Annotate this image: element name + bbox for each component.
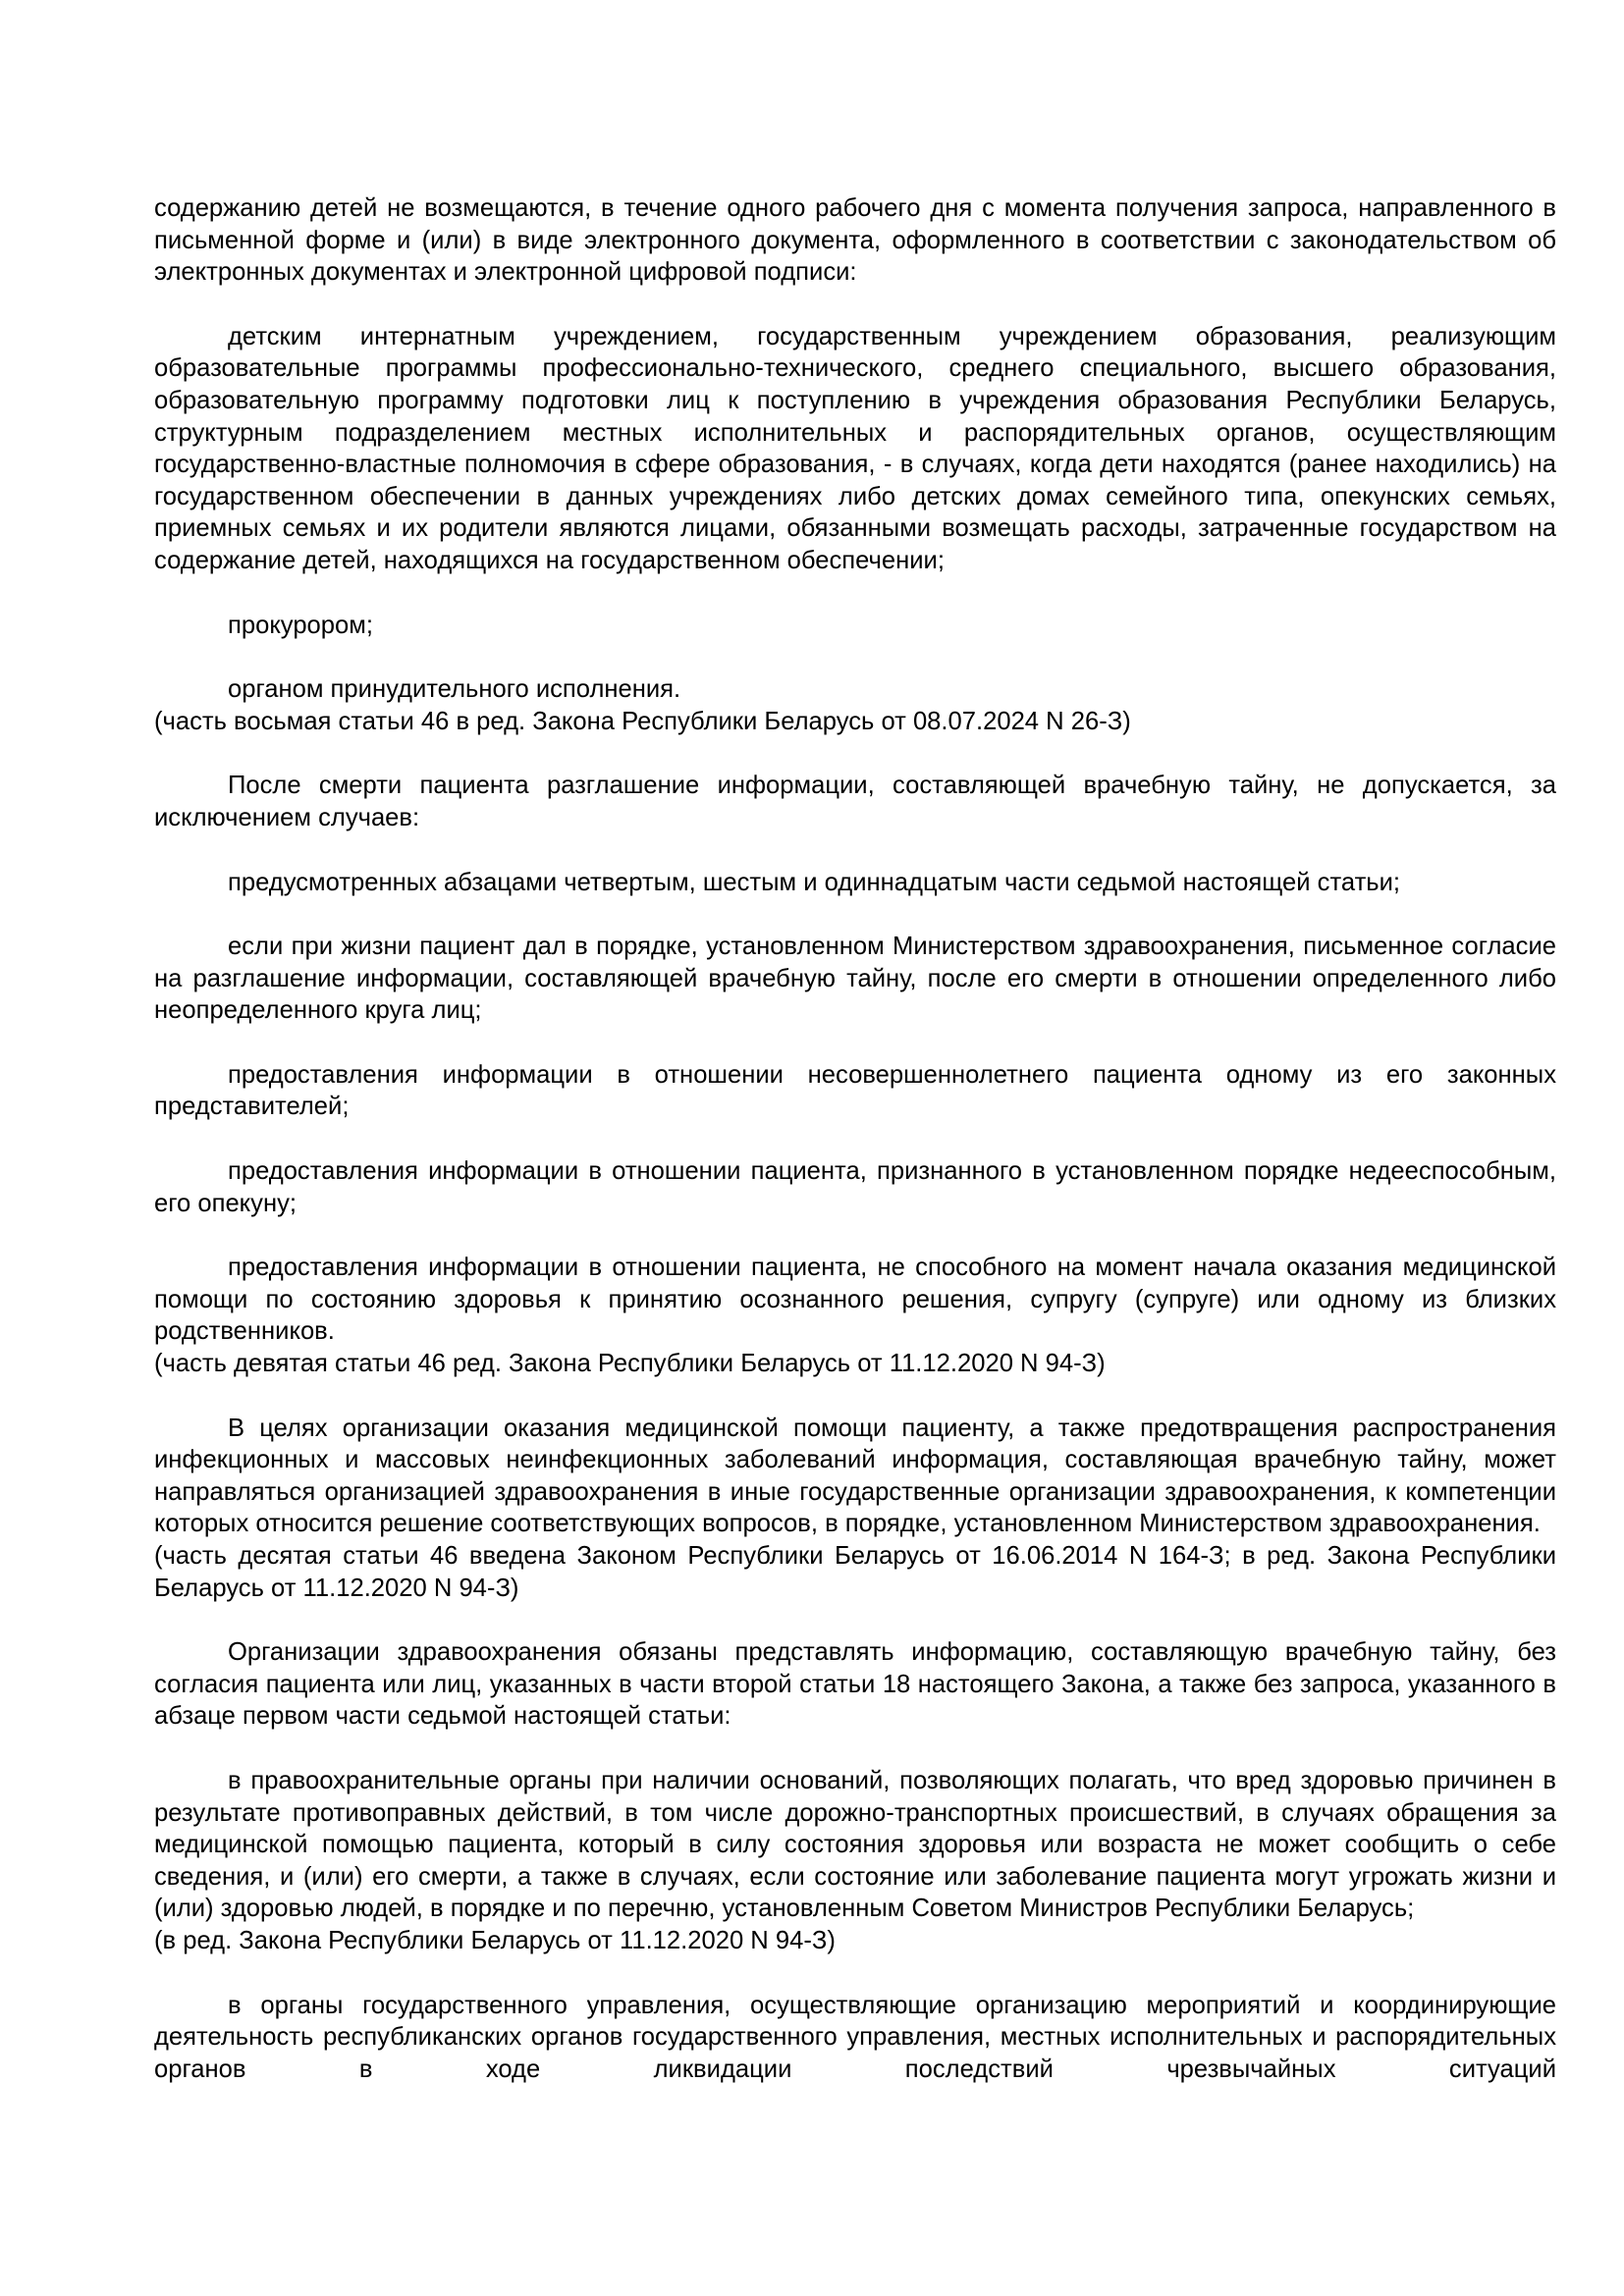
paragraph-incapable-patient: предоставления информации в отношении пациента, признанного в установленном порядке недееспособным, его опекуну; — [154, 1157, 1556, 1217]
paragraph-minor-patient: предоставления информации в отношении несовершеннолетнего пациента одному из его законных представителей; — [154, 1060, 1556, 1121]
paragraph-enforcement-body: органом принудительного исполнения. — [228, 675, 681, 704]
paragraph-provided-cases: предусмотренных абзацами четвертым, шестым и одиннадцатым части седьмой настоящей статьи; — [228, 868, 1401, 896]
amendment-note-part-nine: (часть девятая статьи 46 ред. Закона Республики Беларусь от 11.12.2020 N 94-З) — [154, 1350, 1106, 1378]
paragraph-after-death: После смерти пациента разглашение информации, составляющей врачебную тайну, не допускается, за исключением случаев: — [154, 772, 1556, 831]
document-page — [154, 192, 1556, 2085]
paragraph-boarding-institution: детским интернатным учреждением, государственным учреждением образования, реализующим образовательные программы профессионально-технического, среднего специального, высшего образования, образовательную программу подготовки лиц к поступлению в учреждения образования Республики Беларусь, структурным подразделением местных исполнительных и распорядительных органов, осуществляющим государственно-властные полномочия в сфере образования, - в случаях, когда дети находятся (ранее находились) на государственном обеспечении в данных учреждениях либо детских домах семейного типа, опекунских семьях, приемных семьях и их родители являются лицами, обязанными возмещать расходы, затраченные государством на содержание детей, находящихся на государственном обеспечении; — [154, 322, 1556, 574]
amendment-note-part-ten: (часть десятая статьи 46 введена Законом Республики Беларусь от 16.06.2014 N 164-З; в ред. Закона Республики Беларусь от 11.12.2020 N 94-З) — [154, 1542, 1556, 1602]
paragraph-emergency-bodies: в органы государственного управления, осуществляющие организацию мероприятий и координирующие деятельность республиканских органов государственного управления, местных исполнительных и распорядительных органов в ходе ликвидации последствий чрезвычайных ситуаций — [154, 1991, 1556, 2083]
paragraph-written-consent: если при жизни пациент дал в порядке, установленном Министерством здравоохранения, письменное согласие на разглашение информации, составляющей врачебную тайну, после его смерти в отношении определенного либо неопределенного круга лиц; — [154, 933, 1556, 1025]
paragraph-prosecutor: прокурором; — [228, 611, 373, 639]
paragraph-obligation-to-provide: Организации здравоохранения обязаны представлять информацию, составляющую врачебную тайну, без согласия пациента или лиц, указанных в части второй статьи 18 настоящего Закона, а также без запроса, указанного в абзаце первом части седьмой настоящей статьи: — [154, 1638, 1556, 1731]
paragraph-intro: содержанию детей не возмещаются, в течение одного рабочего дня с момента получения запроса, направленного в письменной форме и (или) в виде электронного документа, оформленного в соответствии с законодательством об электронных документах и электронной цифровой подписи: — [154, 194, 1556, 287]
amendment-note-law-enforcement: (в ред. Закона Республики Беларусь от 11.12.2020 N 94-З) — [154, 1926, 836, 1954]
amendment-note-part-eight: (часть восьмая статьи 46 в ред. Закона Республики Беларусь от 08.07.2024 N 26-З) — [154, 707, 1131, 735]
paragraph-infection-prevention: В целях организации оказания медицинской помощи пациенту, а также предотвращения распространения инфекционных и массовых неинфекционных заболеваний информация, составляющая врачебную тайну, может направляться организацией здравоохранения в иные государственные организации здравоохранения, к компетенции которых относится решение соответствующих вопросов, в порядке, установленном Министерством здравоохранения. — [154, 1414, 1556, 1538]
paragraph-law-enforcement: в правоохранительные органы при наличии оснований, позволяющих полагать, что вред здоровью причинен в результате противоправных действий, в том числе дорожно-транспортных происшествий, в случаях обращения за медицинской помощью пациента, который в силу состояния здоровья или возраста не может сообщить о себе сведения, и (или) его смерти, а также в случаях, если состояние или заболевание пациента могут угрожать жизни и (или) здоровью людей, в порядке и по перечню, установленным Советом Министров Республики Беларусь; — [154, 1766, 1556, 1923]
paragraph-unconscious-patient: предоставления информации в отношении пациента, не способного на момент начала оказания медицинской помощи по состоянию здоровья к принятию осознанного решения, супругу (супруге) или одному из близких родственников. — [154, 1254, 1556, 1346]
